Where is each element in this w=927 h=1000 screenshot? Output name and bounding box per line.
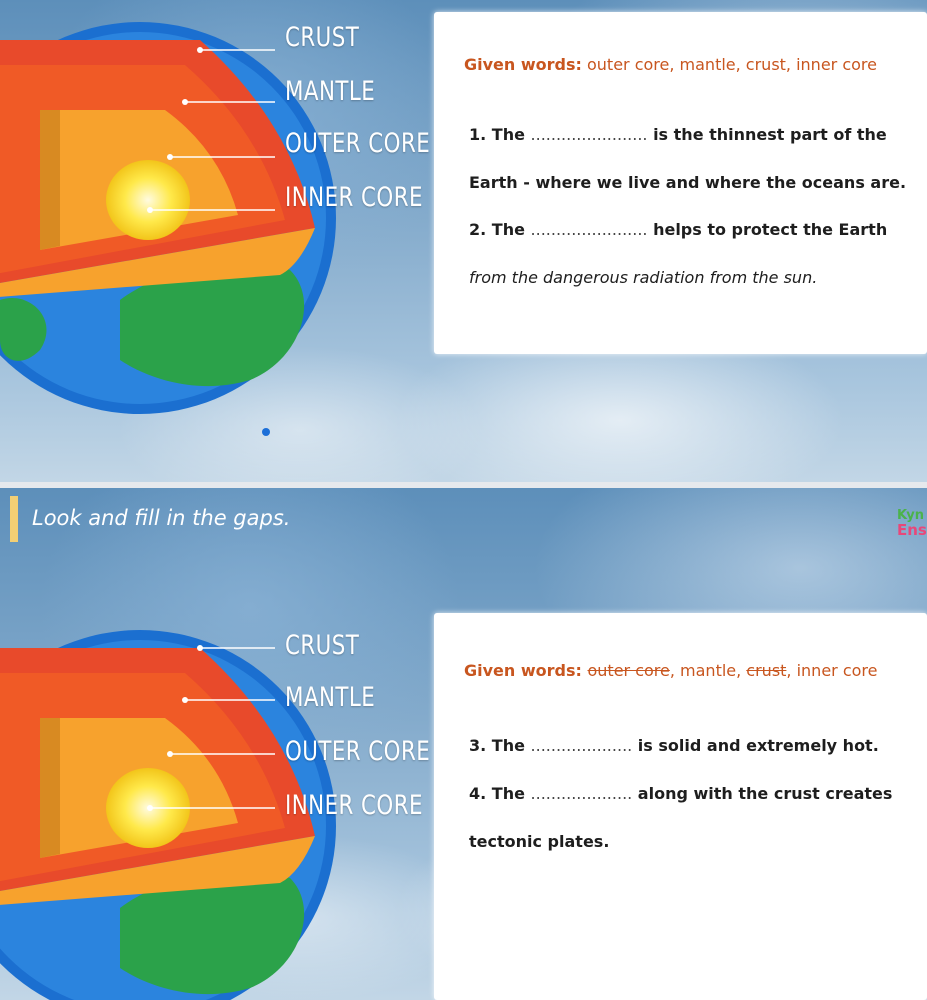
question-4-continued: tectonic plates. (469, 832, 610, 851)
question-4 (469, 784, 892, 803)
earth-layers-diagram-top (0, 0, 430, 482)
instruction-accent-bar (10, 496, 18, 542)
question-2 (469, 220, 887, 239)
given-words-prefix: Given words: (464, 661, 582, 680)
label-mantle: MANTLE (285, 682, 376, 713)
q4-end: along with the crust creates (632, 784, 893, 803)
logo-line-1: Kyn (897, 508, 924, 523)
label-outer-core: OUTER CORE (285, 128, 431, 159)
outer-core-side (40, 718, 60, 858)
q1-blank[interactable]: ....................... (530, 125, 648, 144)
worksheet-card-top (434, 12, 927, 354)
label-outer-core: OUTER CORE (285, 736, 431, 767)
label-crust: CRUST (285, 22, 360, 53)
sparkle-dot (262, 428, 270, 436)
label-mantle: MANTLE (285, 76, 376, 107)
question-1-continued: Earth - where we live and where the oceans are. (469, 173, 907, 192)
q4-start: 4. The (469, 784, 531, 803)
given-words-list: outer core, mantle, crust, inner core (581, 55, 877, 74)
label-crust: CRUST (285, 630, 360, 661)
q2-end: helps to protect the Earth (647, 220, 888, 239)
label-inner-core: INNER CORE (285, 182, 423, 213)
q4-blank[interactable]: .................... (530, 784, 633, 803)
label-inner-core: INNER CORE (285, 790, 423, 821)
given-word-outer-core-crossed: outer core (587, 661, 670, 680)
top-panel (0, 0, 927, 482)
given-words-sep-2: , inner core (786, 661, 878, 680)
given-words-top (464, 55, 877, 74)
given-words-prefix: Given words: (464, 55, 582, 74)
question-1 (469, 125, 887, 144)
brand-logo (897, 508, 927, 538)
question-2-continued: from the dangerous radiation from the sun. (469, 268, 818, 287)
given-words-bottom (464, 661, 877, 680)
q3-blank[interactable]: .................... (530, 736, 633, 755)
instruction-text: Look and fill in the gaps. (32, 506, 291, 530)
q1-end: is the thinnest part of the (647, 125, 887, 144)
given-word-crust-crossed: crust (746, 661, 787, 680)
outer-core-side (40, 110, 60, 250)
worksheet-card-bottom (434, 613, 927, 1000)
bottom-panel (0, 488, 927, 1000)
inner-core-layer (106, 160, 190, 240)
q1-start: 1. The (469, 125, 531, 144)
q2-start: 2. The (469, 220, 531, 239)
q3-start: 3. The (469, 736, 531, 755)
logo-line-2: Ens (897, 521, 927, 539)
q2-blank[interactable]: ....................... (530, 220, 648, 239)
given-words-sep-1: , mantle, (669, 661, 747, 680)
question-3 (469, 736, 879, 755)
q3-end: is solid and extremely hot. (632, 736, 879, 755)
